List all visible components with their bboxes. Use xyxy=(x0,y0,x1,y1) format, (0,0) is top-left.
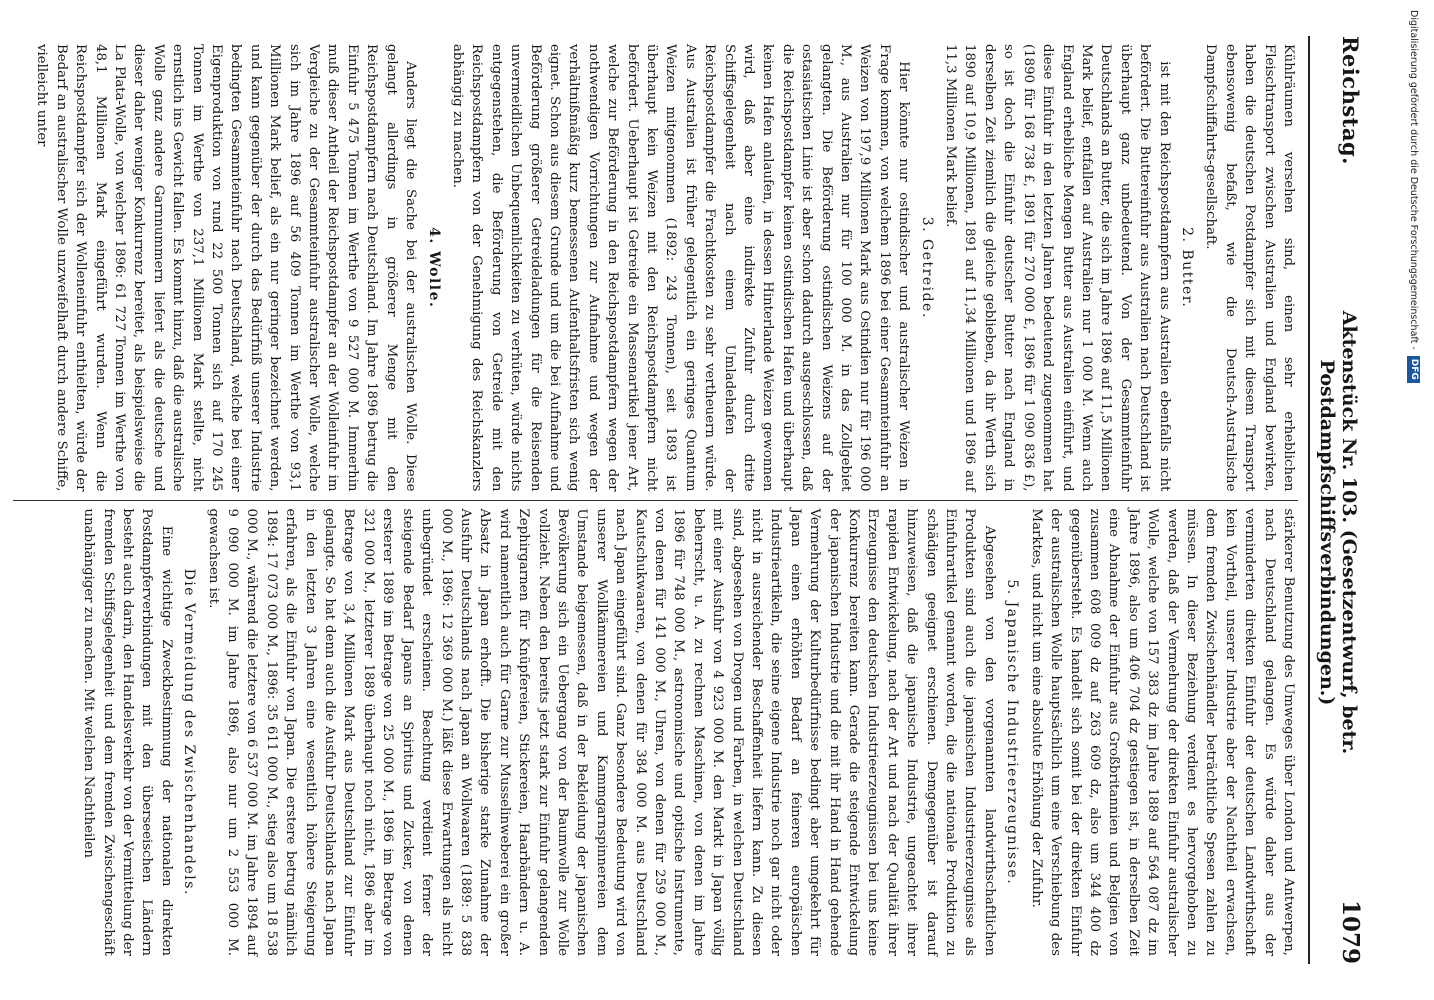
section-heading: 4. Wolle. xyxy=(425,227,442,309)
text-columns xyxy=(13,36,1298,964)
paragraph: Kühlräumen versehen sind, einen sehr erheblichen Fleischtransport zwischen Australien und England bewirken, haben die deutschen Postdampfer sich mit diesem Transport ebensowenig befaßt, wie die Deutsch-Australische Dampfschiffahrts-gesellschaft. xyxy=(1203,44,1296,492)
section-heading: 2. Butter. xyxy=(1178,227,1195,309)
right-column xyxy=(13,501,1298,965)
paragraph: Anders liegt die Sache bei der australischen Wolle. Diese gelangt allerdings in größerer Menge mit den Reichspostdampfern nach Deutschland. Im Jahre 1896 betrug die Einfuhr 5 475 Tonnen im Werthe von 9 527 000 M. Immerhin muß dieser Antheil der Reichspostdampfer an der Wolleinfuhr im Vergleiche zu der Gesammteinfuhr australischer Wolle, welche sich im Jahre 1896 auf 56 409 Tonnen im Werthe von 93,1 Millionen Mark belief, als ein nur geringer bezeichnet werden, und kann gegenüber der durch das Bedürfniß unserer Industrie bedingten Gesammteinfuhr nach Deutschland, welche bei einer Eigenproduktion von rund 22 500 Tonnen sich auf 170 245 Tonnen im Werthe von 237,1 Millionen Mark stellte, nicht ernstlich ins Gewicht fallen. Es kommt hinzu, daß die australische Wolle ganz andere Garnnummern liefert als die deutsche und dieser daher weniger Konkurrenz bereitet, als beispielsweise die La Plata-Wolle, von welcher 1896: 61 727 Tonnen im Werthe von 48,1 Millionen Mark eingeführt wurden. Wenn die Reichspostdampfer sich der Wolleneinfuhr enthielten, würde der Bedarf an australischer Wolle unzweifelhaft durch andere Schiffe, vielleicht unter xyxy=(34,44,419,492)
paragraph: Abgesehen von den vorgenannten landwirthschaftlichen Produkten sind auch die japanischen Industrieerzeugnisse als Einfuhrartikel genannt worden, die die nationale Produktion zu schädigen geeignet erschienen. Demgegenüber ist darauf hinzuweisen, daß die japanische Industrie, ungeachtet ihrer rapiden Entwickelung, nach der Art und nach der Qualität ihrer Erzeugnisse den deutschen Industrieerzeugnissen bei uns keine Konkurrenz bereiten kann. Gerade die steigende Entwickelung der japanischen Industrie und die mit ihr Hand in Hand gehende Vermehrung der Kulturbedürfnisse bedingt aber umgekehrt für Japan einen erhöhten Bedarf an feineren europäischen Industrieartikeln, die seine eigene Industrie noch gar nicht oder nicht in ausreichender Beschaffenheit liefern kann. Zu diesen sind, abgesehen von Drogen und Farben, in welchen Deutschland mit einer Ausfuhr von 4 923 000 M. den Markt in Japan völlig beherrscht, u. A. zu rechnen Maschinen, von denen im Jahre 1896 für 748 000 M., astronomische und optische Instrumente, von denen für 141 000 M., Uhren, von denen für 259 000 M., Kautschukwaaren, von denen für 384 000 M. aus Deutschland nach Japan eingeführt sind. Ganz besondere Bedeutung wird von unserer Wollkämmereien und Kammgarnspinnereien dem Umstande beigemessen, daß in der Bekleidung der japanischen Bevölkerung sich ein Uebergang von der Baumwolle zur Wolle vollzieht. Neben den bereits jetzt stark zur Einfuhr gelangenden Zephirgarnen für Knüpfereien, Stickereien, Haarbändern u. A. wird namentlich auch für Garne zur Musselinweberei ein großer Absatz in Japan erhofft. Die bisherige starke Zunahme der Ausfuhr Deutschlands nach Japan an Wollwaaren (1889: 5 838 000 M., 1896: 12 369 000 M.) läßt diese Erwartungen als nicht unbegründet erscheinen. Beachtung verdient ferner der steigende Bedarf Japans an Spiritus und Zucker, von denen ersterer 1889 im Betrage von 25 000 M., 1896 im Betrage von 321 000 M., letzterer 1889 überhaupt noch nicht, 1896 aber im Betrage von 3,4 Millionen Mark aus Deutschland zur Einfuhr gelangte. So hat denn auch die Ausfuhr Deutschlands nach Japan in den letzten 3 Jahren eine wesentlich höhere Steigerung erfahren, als die Einfuhr von Japan. Die erstere betrug nämlich 1894: 17 073 000 M., 1896: 35 611 000 M., stieg also um 18 538 000 M., während die letztere von 6 537 000 M. im Jahre 1894 auf 9 090 000 M. im Jahre 1896, also nur um 2 553 000 M. gewachsen ist. xyxy=(205,508,997,956)
header-document-title: (Gesetzentwurf, betr. Postdampfschiffsverbindungen.) xyxy=(1316,359,1360,755)
page-number: 1079 xyxy=(1337,899,1364,964)
dfg-logo: DFG xyxy=(1408,356,1421,383)
left-column xyxy=(13,36,1298,500)
paragraph: ist mit den Reichspostdampfern aus Australien ebenfalls nicht befördert. Die Buttereinfuhr aus Australien nach Deutschland ist überhaupt ganz unbedeutend. Von der Gesammteinfuhr Deutschlands an Butter, die sich im Jahre 1896 auf 11,5 Millionen Mark belief, entfallen auf Australien nur 1 000 M. Wenn auch England erhebliche Mengen Butter aus Australien einführt, und diese Einfuhr in den letzten Jahren bedeutend zugenommen hat (1890 für 168 738 £, 1891 für 270 000 £, 1896 für 1 090 836 £), so ist doch die Einfuhr deutscher Butter nach England in derselben Zeit ziemlich die gleiche geblieben, da ihr Werth sich 1890 auf 10,9 Millionen, 1891 auf 11,34 Millionen und 1896 auf 11,3 Millionen Mark belief. xyxy=(943,44,1172,492)
section-heading: 3. Getreide. xyxy=(918,216,935,319)
header-title xyxy=(1316,165,1360,900)
paragraph: Hier könnte nur ostindischer und australischer Weizen in Frage kommen, von welchem 1896 bei einer Gesammteinfuhr an Weizen von 197,9 Millionen Mark aus Ostindien nur für 196 000 M., aus Australien nur für 100 000 M. in das Zollgebiet gelangten. Die Beförderung ostindischen Weizens auf der ostasiatischen Linie ist aber schon dadurch ausgeschlossen, daß die Reichspostdampfer keinen ostindischen Hafen und überhaupt keinen Hafen anlaufen, in dessen Hinterlande Weizen gewonnen wird, daß aber eine indirekte Zufuhr durch dritte Schiffsgelegenheit nach einem Umladehafen der Reichspostdampfer die Frachtkosten zu sehr vertheuern würde. Aus Australien ist früher gelegentlich ein geringes Quantum Weizen mitgenommen (1892: 243 Tonnen), seit 1893 ist überhaupt kein Weizen mit den Reichspostdampfern nicht befördert. Ueberhaupt ist Getreide ein Massenartikel jener Art, welche zur Beförderung in den Reichspostdampfern wegen der nothwendigen Vorrichtungen zur Aufnahme und wegen der verhältnißmäßig kurz bemessenen Aufenthaltsfristen sich wenig eignet. Schon aus diesem Grunde und um die bei Aufnahme und Beförderung größerer Getreideladungen für die Reisenden unvermeidlichen Unbequemlichkeiten zu verhüten, würde nichts entgegenstehen, die Beförderung von Getreide mit den Reichspostdampfern von der Genehmigung des Reichskanzlers abhängig zu machen. xyxy=(449,44,912,492)
paragraph: Eine wichtige Zweckbestimmung der nationalen direkten Postdampferverbindungen mit den überseeischen Ländern besteht auch darin, den Handelsverkehr von der Vermittelung der fremden Schiffsgelegenheit und dem fremden Zwischengeschäft unabhängiger zu machen. Mit welchen Nachtheilen xyxy=(81,508,174,956)
header-reichstag: Reichstag. xyxy=(1338,36,1363,165)
digitization-note xyxy=(1402,10,1426,990)
section-heading: Die Vermeidung des Zwischenhandels. xyxy=(181,568,198,896)
digitization-note-text: Digitalisierung gefördert durch die Deutsche Forschungsgemeinschaft - xyxy=(1408,10,1420,350)
page-header xyxy=(1308,36,1364,964)
paragraph: stärkerer Benutzung des Umweges über London und Antwerpen, nach Deutschland gelangen. Es würde daher aus der verminderten direkten Einfuhr der deutschen Landwirthschaft kein Vortheil, unserer Industrie aber der Nachtheil erwachsen, dem fremden Zwischenhändler beträchtliche Spesen zahlen zu müssen. In dieser Beziehung verdient es hervorgehoben zu werden, daß der Vermehrung der direkten Einfuhr australischer Wolle, welche von 157 383 dz im Jahre 1889 auf 564 087 dz im Jahre 1896, also um 406 704 dz gestiegen ist, in derselben Zeit eine Abnahme der Einfuhr aus Großbritannien und Belgien von zusammen 608 009 dz auf 263 609 dz, also um 344 400 dz gegenübersteht. Es handelt sich somit bei der direkten Einfuhr der australischen Wolle hauptsächlich um eine Verschiebung des Marktes, und nicht um eine absolute Erhöhung der Zufuhr. xyxy=(1028,508,1296,956)
section-heading: 5. Japanische Industrieerzeugnisse. xyxy=(1004,579,1021,886)
header-document-number: Aktenstück Nr. 103. xyxy=(1338,310,1360,524)
document-page xyxy=(2,0,1392,1000)
